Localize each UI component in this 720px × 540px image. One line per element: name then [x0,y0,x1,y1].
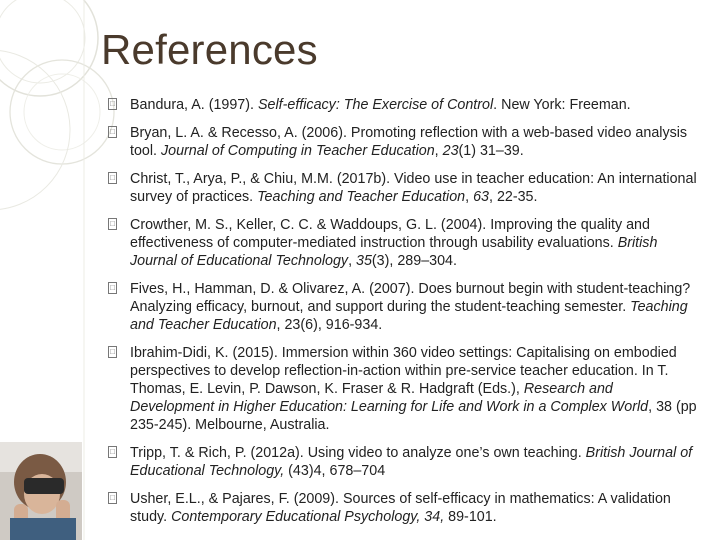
reference-text: Bandura, A. (1997). [130,97,258,113]
reference-item [108,216,698,270]
reference-text: (1) 31–39. [458,143,524,159]
reference-italic-text: Research and Development in Higher Education: Learning for Life and Work in a Complex World [130,381,649,415]
reference-item [108,490,698,526]
reference-text: , 38 (pp 235-245). Melbourne, Australia. [130,399,697,433]
reference-text: , [348,253,357,269]
bullet-icon: □ [108,492,117,504]
reference-italic-text: British Journal of Educational Technology [130,235,658,269]
bullet-icon: □ [108,172,117,184]
reference-list [108,96,698,536]
reference-text: Ibrahim-Didi, K. (2015). Immersion within 360 video settings: Capitalising on embodied perspectives to develop reflection-in-action within pre-service teacher education. In T. Thomas, E. Levin, P. Dawson, K. Fraser & R. Hadgraft (Eds.), [130,345,677,397]
reference-italic-text: Teaching and Teacher Education [257,189,466,205]
bullet-icon: □ [108,446,117,458]
reference-text: , [434,143,443,159]
reference-italic-text: 23 [442,143,459,159]
reference-item [108,344,698,434]
reference-text: Crowther, M. S., Keller, C. C. & Waddoups, G. L. (2004). Improving the quality and effectiveness of computer-mediated instruction through usability evaluations. [130,217,650,251]
reference-text: Fives, H., Hamman, D. & Olivarez, A. (2007). Does burnout begin with student-teaching? Analyzing efficacy, burnout, and support during the student-teaching semester. [130,281,691,315]
reference-italic-text: 63 [473,189,489,205]
reference-text: (3), 289–304. [371,253,457,269]
reference-item [108,124,698,160]
reference-italic-text: British Journal of Educational Technology, [130,445,693,479]
bullet-icon: □ [108,282,117,294]
reference-item [108,170,698,206]
bullet-icon: □ [108,346,117,358]
reference-italic-text: Contemporary Educational Psychology, 34, [171,509,445,525]
reference-text: , [465,189,474,205]
reference-item [108,280,698,334]
reference-text: (43)4, 678–704 [284,463,386,479]
reference-text: , 23(6), 916-934. [276,317,383,333]
reference-italic-text: 35 [356,253,372,269]
bullet-icon: □ [108,218,117,230]
bullet-icon: □ [108,126,117,138]
reference-text: , 22-35. [489,189,538,205]
reference-text: Tripp, T. & Rich, P. (2012a). Using video to analyze one’s own teaching. [130,445,586,461]
reference-text: Usher, E.L., & Pajares, F. (2009). Sources of self-efficacy in mathematics: A validation study. [130,491,671,525]
reference-text: . New York: Freeman. [493,97,631,113]
reference-text: Bryan, L. A. & Recesso, A. (2006). Promoting reflection with a web-based video analysis tool. [130,125,688,159]
reference-item [108,444,698,480]
reference-item [108,96,698,114]
page-title: References [101,26,318,73]
reference-italic-text: Teaching and Teacher Education [130,299,688,333]
bullet-icon: □ [108,98,117,110]
reference-italic-text: Journal of Computing in Teacher Education [161,143,435,159]
reference-text: 89-101. [444,509,497,525]
reference-italic-text: Self-efficacy: The Exercise of Control [257,97,494,113]
vr-headset-photo [0,442,82,540]
reference-text: Christ, T., Arya, P., & Chiu, M.M. (2017b). Video use in teacher education: An international survey of practices. [130,171,697,205]
